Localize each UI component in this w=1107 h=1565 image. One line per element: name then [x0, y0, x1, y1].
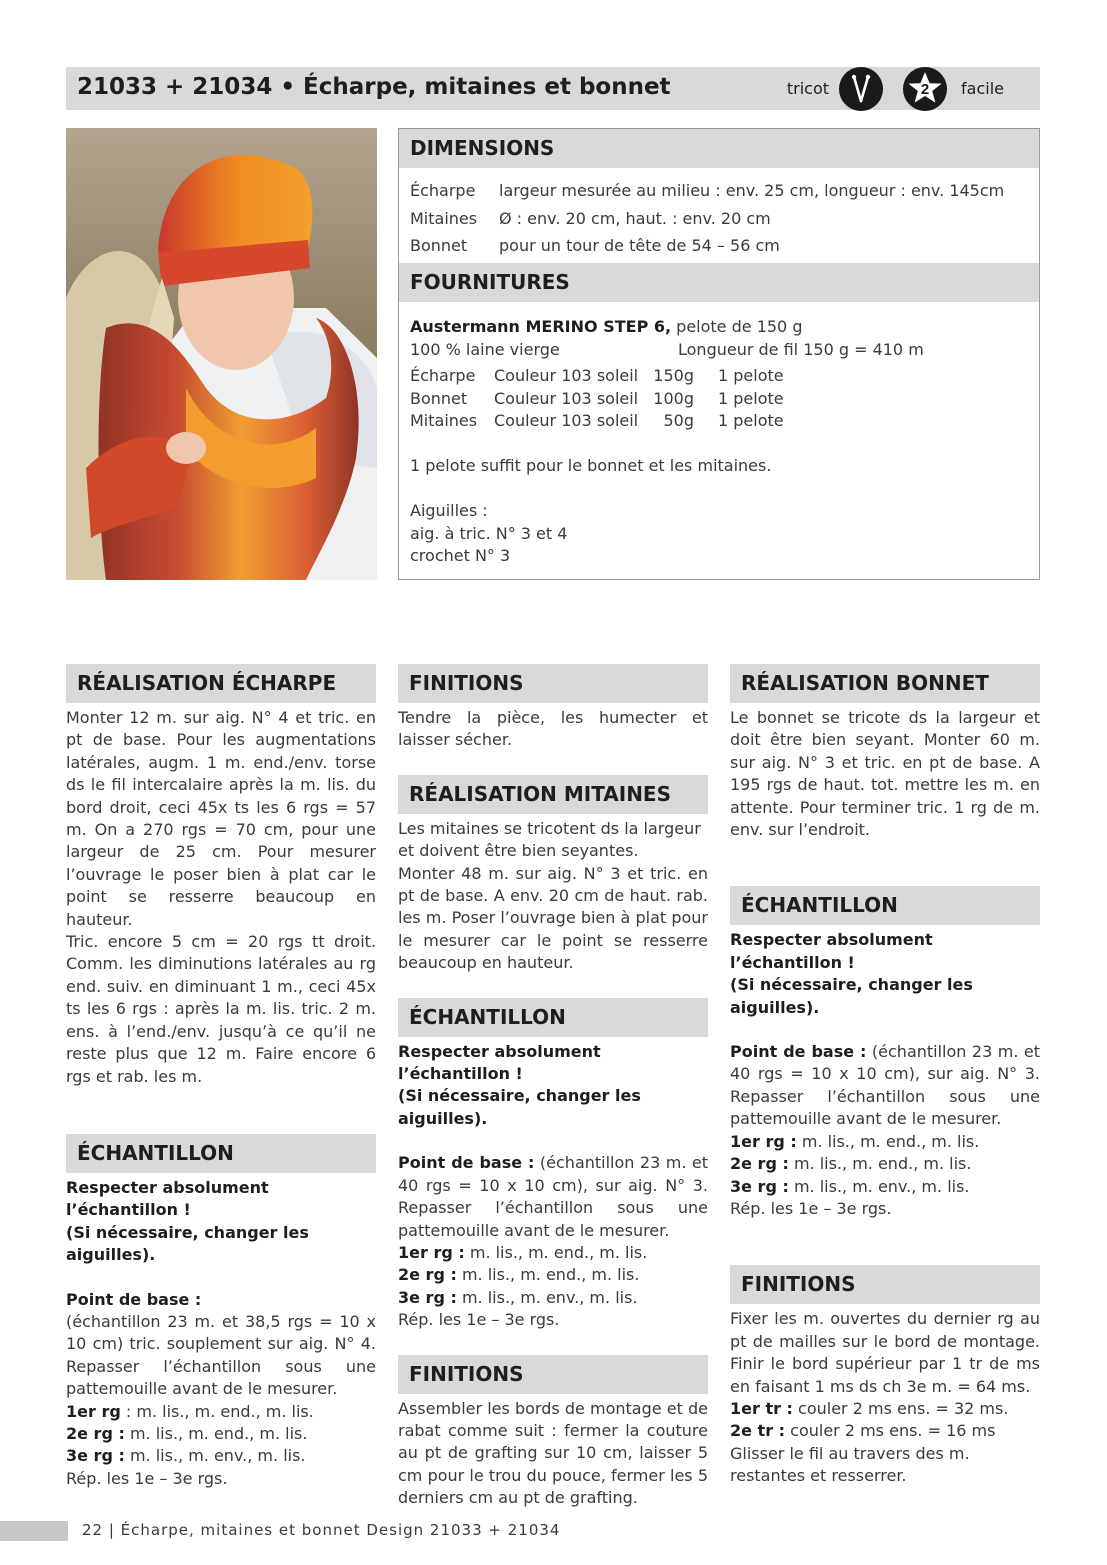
paragraph: Tric. encore 5 cm = 20 rgs tt droit. Comm. les diminutions latérales au rg end. suiv. en diminuant 1 m., ceci 45x ts les 6 rgs : après la m. lis. tric. 2 m. ens. à l’end./env. jusqu’à ce qu’il ne reste plus que 12 m. Faire encore 6 rgs et rab. les m.: [66, 932, 376, 1086]
knitting-needles-icon: [839, 67, 883, 111]
model-photo: [66, 128, 377, 580]
round-text: couler 2 ms ens. = 16 ms: [785, 1421, 996, 1441]
dimensions-heading: DIMENSIONS: [399, 129, 1039, 168]
section-heading: FINITIONS: [398, 664, 708, 703]
row-text: m. lis., m. env., m. lis.: [788, 1176, 970, 1196]
item-name: Bonnet: [410, 388, 468, 408]
row-label: 1er rg :: [398, 1242, 465, 1262]
column-echarpe: [66, 664, 376, 1490]
section-heading: ÉCHANTILLON: [398, 998, 708, 1037]
stitch-label: Point de base :: [66, 1289, 202, 1309]
paragraph: Tendre la pièce, les humecter et laisser sécher.: [398, 708, 708, 750]
yarn-brand: Austermann MERINO STEP 6,: [410, 317, 672, 336]
repeat-note: Rép. les 1e – 3e rgs.: [398, 1310, 560, 1330]
row-label: 1er rg: [66, 1401, 121, 1421]
row-text: m. lis., m. env., m. lis.: [456, 1287, 638, 1307]
column-mitaines: [398, 664, 708, 1510]
dimensions-list: [399, 168, 1039, 263]
dimension-value: largeur mesurée au milieu : env. 25 cm, longueur : env. 145cm: [499, 181, 1005, 200]
gauge-warning: Respecter absolument l’échantillon !: [398, 1041, 601, 1084]
fournitures-heading: FOURNITURES: [399, 263, 1039, 302]
round-label: 1er tr :: [730, 1398, 793, 1418]
needles-title: Aiguilles :: [410, 501, 488, 520]
dimension-label: Écharpe: [410, 181, 476, 200]
row-label: 1er rg :: [730, 1131, 797, 1151]
gauge-instructions: [398, 1041, 708, 1332]
paragraph: Fixer les m. ouvertes du dernier rg au pt de mailles sur le bord de montage. Finir le bord supérieur par 1 tr de ms en faisant 1 ms ds ch 3e m. = 64 ms.: [730, 1309, 1040, 1396]
item-color: Couleur 103 soleil: [494, 411, 639, 430]
stitch-label: Point de base :: [398, 1153, 535, 1173]
round-label: 2e tr :: [730, 1421, 786, 1441]
needle-item: aig. à tric. N° 3 et 4: [410, 523, 568, 543]
round-text: couler 2 ms ens. = 32 ms.: [792, 1398, 1009, 1418]
paragraph: Glisser le fil au travers des m. restantes et resserrer.: [730, 1443, 970, 1486]
row-label: 2e rg :: [66, 1423, 125, 1443]
row-text: m. lis., m. end., m. lis.: [464, 1242, 648, 1262]
paragraph: Monter 48 m. sur aig. N° 3 et tric. en pt de base. A env. 20 cm de haut. rab. les m. Poser l’ouvrage bien à plat pour le mesurer car le point se resserre beaucoup en hauteur.: [398, 863, 708, 973]
difficulty-label: facile: [961, 79, 1004, 98]
yarn-quantities: [410, 365, 1039, 433]
yarn-length: Longueur de fil 150 g = 410 m: [678, 339, 924, 359]
row-text: : m. lis., m. end., m. lis.: [120, 1401, 314, 1421]
section-heading: FINITIONS: [730, 1265, 1040, 1304]
item-name: Mitaines: [410, 411, 478, 430]
title-bar: [66, 67, 1040, 110]
mitaines-instructions: [398, 818, 708, 975]
yarn-note: 1 pelote suffit pour le bonnet et les mitaines.: [410, 456, 772, 475]
row-text: m. lis., m. end., m. lis.: [456, 1265, 640, 1285]
gauge-instructions: [730, 929, 1040, 1220]
item-weight: 50g: [663, 411, 694, 430]
row-label: 3e rg :: [398, 1287, 457, 1307]
gauge-warning: Respecter absolument l’échantillon !: [730, 930, 933, 972]
stitch-label: Point de base :: [730, 1042, 867, 1062]
repeat-note: Rép. les 1e – 3e rgs.: [66, 1468, 228, 1488]
page-title: 21033 + 21034 • Écharpe, mitaines et bonnet: [77, 74, 671, 100]
row-label: 3e rg :: [730, 1176, 789, 1196]
dimension-label: Bonnet: [410, 236, 468, 256]
item-qty: 1 pelote: [718, 411, 784, 430]
pattern-meta: [787, 67, 1040, 110]
row-text: m. lis., m. end., m. lis.: [796, 1131, 980, 1151]
paragraph: Assembler les bords de montage et de rabat comme suit : fermer la couture au pt de grafting sur 10 cm, laisser 5 cm pour le trou du pouce, fermer les 5 derniers cm au pt de grafting.: [398, 1398, 708, 1508]
gauge-instructions: [66, 1177, 376, 1490]
yarn-specs: [410, 339, 1039, 362]
difficulty-level: 2: [920, 80, 930, 98]
paragraph: Le bonnet se tricote ds la largeur et doit être bien seyant. Monter 60 m. sur aig. N° 3 et tric. en pt de base. A 195 rgs de haut. tot. mettre les m. en attente. Pour terminer tric. 1 rg de m. env. sur l’endroit.: [730, 708, 1040, 840]
page-footer: 22 | Écharpe, mitaines et bonnet Design 21033 + 21034: [82, 1521, 561, 1539]
yarn-brand-line: [410, 316, 1039, 339]
info-box: [398, 128, 1040, 580]
paragraph: Monter 12 m. sur aig. N° 4 et tric. en pt de base. Pour les augmentations latérales, augm. 1 m. end./env. torse ds le fil intercalaire après la m. lis. du bord droit, ceci 45x ts les 6 rgs = 57 m. On a 270 rgs = 70 cm, pour une largeur de 25 cm. Pour mesurer l’ouvrage le poser bien à plat car le point se resserre beaucoup en hauteur.: [66, 708, 376, 929]
section-heading: RÉALISATION BONNET: [730, 664, 1040, 703]
section-heading: ÉCHANTILLON: [66, 1134, 376, 1173]
yarn-skein: pelote de 150 g: [671, 317, 803, 336]
dimension-value: pour un tour de tête de 54 – 56 cm: [499, 236, 780, 256]
technique-label: tricot: [786, 79, 830, 98]
finishing-instructions: [730, 1308, 1040, 1487]
item-weight: 150g: [653, 366, 694, 385]
gauge-warning: Respecter absolument l’échantillon !: [66, 1177, 269, 1220]
section-heading: RÉALISATION MITAINES: [398, 775, 708, 814]
needle-item: crochet N° 3: [410, 546, 511, 565]
paragraph: (échantillon 23 m. et 40 rgs = 10 x 10 cm), sur aig. N° 3. Repasser l’échantillon sous une pattemouille avant de le mesurer.: [730, 1042, 1041, 1129]
paragraph: (échantillon 23 m. et 38,5 rgs = 10 x 10 cm) tric. souplement sur aig. N° 4. Repasser l’échantillon sous une pattemouille avant de le mesurer.: [66, 1311, 376, 1399]
dimension-value: Ø : env. 20 cm, haut. : env. 20 cm: [499, 208, 771, 228]
item-weight: 100g: [653, 388, 694, 408]
row-label: 2e rg :: [730, 1154, 789, 1174]
row-label: 3e rg :: [66, 1446, 125, 1466]
gauge-warning: (Si nécessaire, changer les aiguilles).: [398, 1086, 641, 1128]
row-text: m. lis., m. env., m. lis.: [124, 1446, 306, 1466]
paragraph: Les mitaines se tricotent ds la largeur et doivent être bien seyantes.: [398, 818, 701, 861]
gauge-warning: (Si nécessaire, changer les aiguilles).: [730, 975, 973, 1017]
section-heading: FINITIONS: [398, 1355, 708, 1394]
footer-bar: [0, 1521, 68, 1541]
item-color: Couleur 103 soleil: [494, 388, 639, 408]
row-label: 2e rg :: [398, 1265, 457, 1285]
row-text: m. lis., m. end., m. lis.: [788, 1154, 972, 1174]
paragraph: (échantillon 23 m. et 40 rgs = 10 x 10 cm), sur aig. N° 3. Repasser l’échantillon sous une pattemouille avant de le mesurer.: [398, 1153, 709, 1240]
column-bonnet: [730, 664, 1040, 1488]
item-qty: 1 pelote: [718, 388, 784, 408]
section-heading: RÉALISATION ÉCHARPE: [66, 664, 376, 703]
difficulty-star-icon: [903, 67, 947, 111]
repeat-note: Rép. les 1e – 3e rgs.: [730, 1198, 892, 1218]
gauge-warning: (Si nécessaire, changer les aiguilles).: [66, 1222, 309, 1265]
item-qty: 1 pelote: [718, 366, 784, 385]
yarn-composition: 100 % laine vierge: [410, 339, 560, 359]
row-text: m. lis., m. end., m. lis.: [124, 1423, 308, 1443]
dimension-label: Mitaines: [410, 208, 478, 228]
item-color: Couleur 103 soleil: [494, 366, 639, 385]
item-name: Écharpe: [410, 366, 476, 385]
fournitures-content: [399, 302, 1039, 568]
section-heading: ÉCHANTILLON: [730, 886, 1040, 925]
echarpe-instructions: [66, 707, 376, 1088]
